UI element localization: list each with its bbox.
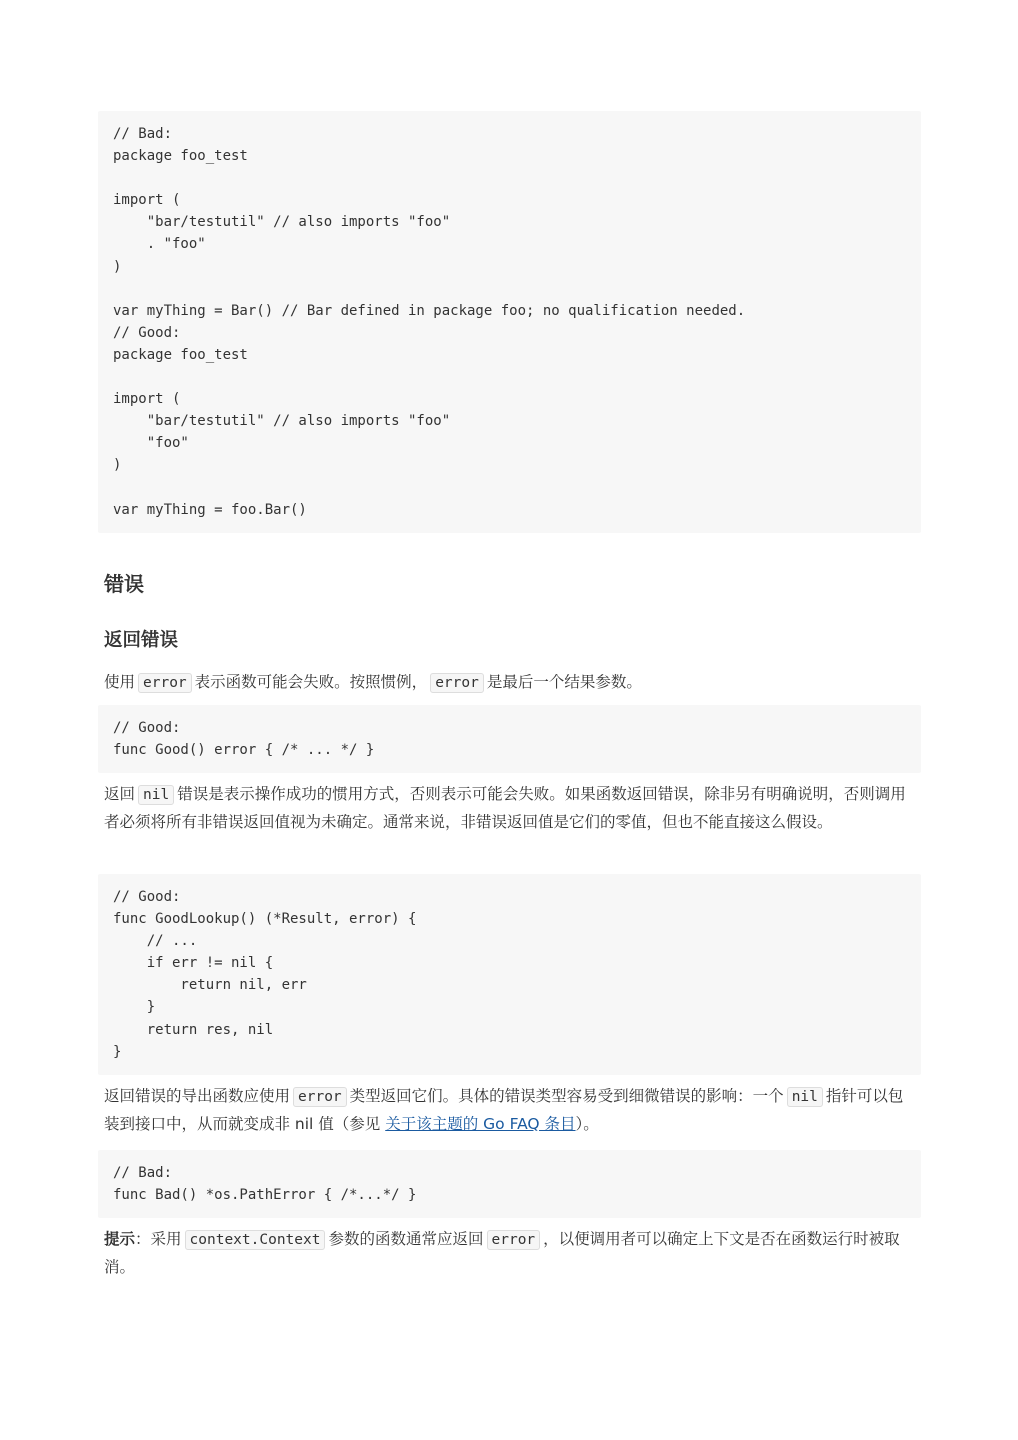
paragraph-exported-error-type: 返回错误的导出函数应使用 error 类型返回它们。具体的错误类型容易受到细微错误的影响：一个 nil 指针可以包装到接口中，从而就变成非 nil 值（参见 关于该主题的 Go FAQ 条目）。	[104, 1087, 904, 1133]
code-text: // Good: func GoodLookup() (*Result, error) { // ... if err != nil { return nil, err } return res, nil }	[113, 889, 417, 1060]
code-block-bad-func	[98, 1150, 921, 1218]
inline-code: nil	[138, 785, 174, 805]
section-heading-errors: 错误	[104, 572, 144, 596]
code-block-good-lookup	[98, 874, 921, 1075]
inline-code: error	[293, 1087, 347, 1107]
inline-code: error	[138, 673, 192, 693]
go-faq-link[interactable]: 关于该主题的 Go FAQ 条目	[385, 1114, 576, 1133]
inline-code: context.Context	[185, 1230, 326, 1250]
inline-code: nil	[787, 1087, 823, 1107]
paragraph-nil-error: 返回 nil 错误是表示操作成功的惯用方式，否则表示可能会失败。如果函数返回错误，除非另有明确说明，否则调用者必须将所有非错误返回值视为未确定。通常来说，非错误返回值是它们的零值，但也不能直接这么假设。	[104, 785, 906, 831]
code-block-import-example	[98, 111, 921, 533]
code-text: // Good: func Good() error { /* ... */ }	[113, 720, 375, 759]
inline-code: error	[430, 673, 484, 693]
inline-code: error	[487, 1230, 541, 1250]
code-block-good-func	[98, 705, 921, 773]
paragraph-error-convention: 使用 error 表示函数可能会失败。按照惯例， error 是最后一个结果参数。	[104, 673, 642, 691]
code-text: // Bad: package foo_test import ( "bar/testutil" // also imports "foo" . "foo" ) var myThing = Bar() // Bar defined in package foo; no qualification needed. // Good: package foo_test import ( "bar/testutil" // also imports "foo" "foo" ) var myThing = foo.Bar()	[113, 126, 746, 518]
subsection-heading-returning-errors: 返回错误	[104, 630, 179, 651]
code-text: // Bad: func Bad() *os.PathError { /*...*/ }	[113, 1165, 417, 1204]
paragraph-context-tip: 提示：采用 context.Context 参数的函数通常应返回 error ，以便调用者可以确定上下文是否在函数运行时被取消。	[104, 1230, 900, 1276]
tip-label: 提示	[104, 1230, 136, 1248]
